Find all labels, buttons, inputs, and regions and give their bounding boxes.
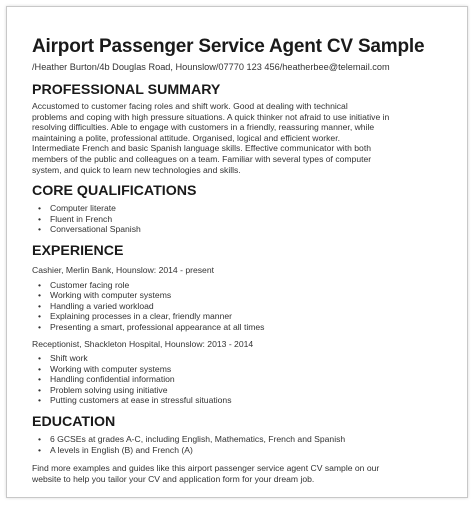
- footer-line: website to help you tailor your CV and application form for your dream job.: [32, 473, 315, 484]
- summary-line: Intermediate French and basic Spanish language skills. Effective communicator with both: [32, 143, 371, 154]
- contact-line: /Heather Burton/4b Douglas Road, Hounslow/07770 123 456/heatherbee@telemail.com: [32, 62, 390, 72]
- job-duties-list: [32, 353, 450, 406]
- list-item: • 6 GCSEs at grades A-C, including English, Mathematics, French and Spanish: [50, 434, 450, 445]
- list-item: • Explaining processes in a clear, friendly manner: [50, 311, 450, 322]
- qualifications-heading: CORE QUALIFICATIONS: [32, 183, 197, 200]
- list-item: • Conversational Spanish: [50, 224, 450, 235]
- list-item: • Putting customers at ease in stressful situations: [50, 395, 450, 406]
- list-item: • Shift work: [50, 353, 450, 364]
- list-item: • Handling confidential information: [50, 374, 450, 385]
- cv-title: Airport Passenger Service Agent CV Sample: [32, 36, 425, 57]
- job-duties-list: [32, 280, 450, 333]
- list-item: • Presenting a smart, professional appearance at all times: [50, 322, 450, 333]
- summary-line: system, and quick to learn new technologies and skills.: [32, 164, 241, 175]
- education-list: [32, 434, 450, 455]
- list-item: • Problem solving using initiative: [50, 385, 450, 396]
- education-heading: EDUCATION: [32, 414, 116, 431]
- list-item: • Working with computer systems: [50, 364, 450, 375]
- summary-line: members of the public and colleagues on a team. Familiar with several types of computer: [32, 153, 372, 164]
- experience-heading: EXPERIENCE: [32, 242, 124, 259]
- list-item: • Computer literate: [50, 203, 450, 214]
- summary-line: maintaining a polite, professional attitude. Organised, logical and efficient worker.: [32, 132, 340, 143]
- summary-paragraph: [32, 101, 450, 175]
- qualifications-list: [32, 203, 450, 235]
- summary-line: problems and coping with high pressure situations. A quick thinker not afraid to use initiative in: [32, 111, 390, 122]
- job-title: Receptionist, Shackleton Hospital, Hounslow: 2013 - 2014: [32, 338, 254, 349]
- list-item: • Handling a varied workload: [50, 301, 450, 312]
- summary-heading: PROFESSIONAL SUMMARY: [32, 82, 221, 98]
- summary-line: resolving difficulties. Able to engage with customers in a friendly, reassuring manner, while: [32, 122, 375, 133]
- list-item: • A levels in English (B) and French (A): [50, 445, 450, 456]
- cv-content: [32, 36, 450, 484]
- cv-page: [6, 6, 468, 498]
- job-title: Cashier, Merlin Bank, Hounslow: 2014 - present: [32, 264, 214, 275]
- footer-note: [32, 463, 450, 484]
- footer-line: Find more examples and guides like this airport passenger service agent CV sample on our: [32, 463, 380, 474]
- list-item: • Fluent in French: [50, 214, 450, 225]
- list-item: • Customer facing role: [50, 280, 450, 291]
- list-item: • Working with computer systems: [50, 290, 450, 301]
- summary-line: Accustomed to customer facing roles and shift work. Good at dealing with technical: [32, 101, 348, 111]
